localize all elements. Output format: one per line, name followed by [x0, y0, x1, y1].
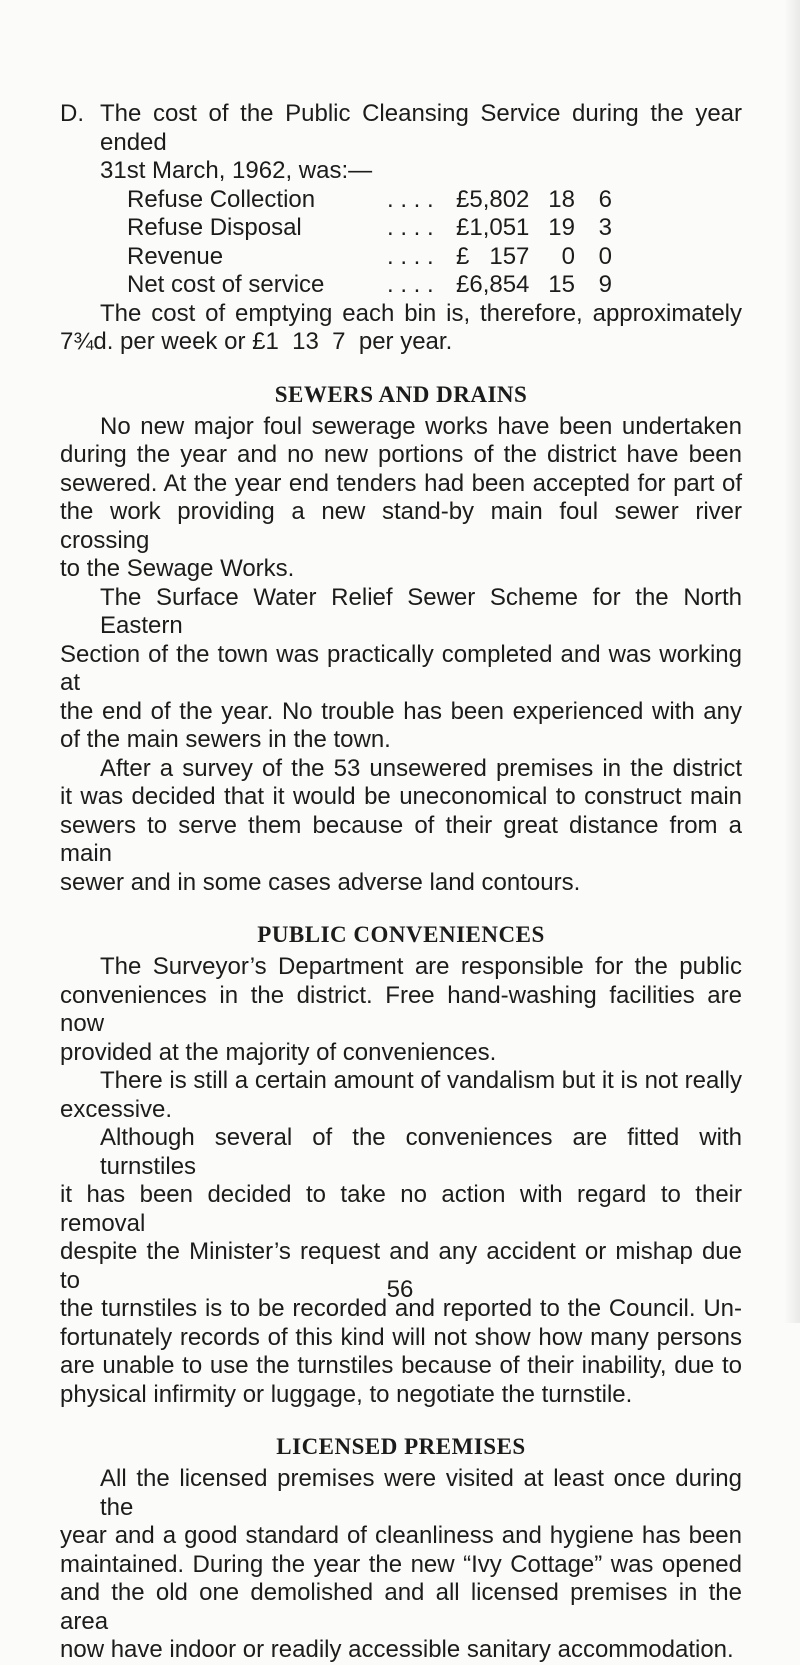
cost-row — [60, 186, 742, 215]
cost-pence: 3 — [598, 214, 612, 241]
paragraph-line: The Surface Water Relief Sewer Scheme for the North Eastern — [100, 583, 742, 639]
cost-label: Refuse Collection — [127, 185, 316, 213]
cost-pounds: £1,051 — [456, 214, 530, 241]
bin-cost-line-2: 7¾d. per week or £1 13 7 per year. — [60, 328, 453, 355]
paragraph-line: There is still a certain amount of vandalism but it is not really — [100, 1067, 742, 1094]
cost-label: Revenue — [127, 242, 224, 270]
cost-dots: . . . . — [387, 185, 434, 213]
paragraph-line: year and a good standard of cleanliness and hygiene has been — [60, 1522, 742, 1549]
paragraph-line: After a survey of the 53 unsewered premises in the district — [100, 754, 742, 782]
paragraph-line: sewered. At the year end tenders had been accepted for part of — [60, 469, 742, 497]
licensed-body — [60, 1465, 742, 1665]
paragraph-line: during the year and no new portions of the district have been — [60, 441, 742, 468]
intro-line-2: 31st March, 1962, was:— — [100, 157, 373, 184]
paragraph-line: Section of the town was practically completed and was working at — [60, 640, 742, 696]
section-marker: D. — [60, 100, 84, 127]
page-number: 56 — [386, 1276, 414, 1303]
conveniences-body — [60, 953, 742, 1409]
cost-dots: . . . . — [387, 214, 434, 241]
paragraph-line: it was decided that it would be uneconomical to construct main — [60, 783, 742, 810]
page-content — [60, 100, 742, 1665]
cost-pence: 0 — [598, 242, 612, 270]
sewers-body — [60, 413, 742, 898]
paragraph-line: of the main sewers in the town. — [60, 726, 391, 753]
section-heading-conveniences: PUBLIC CONVENIENCES — [257, 922, 545, 947]
cost-row — [60, 214, 742, 243]
paragraph-line: are unable to use the turnstiles because of their inability, due to — [60, 1352, 742, 1379]
paragraph-line: excessive. — [60, 1095, 173, 1123]
paragraph-line: the turnstiles is to be recorded and reported to the Council. Un- — [60, 1295, 742, 1322]
paragraph-line: it has been decided to take no action with regard to their removal — [60, 1181, 742, 1237]
paragraph-line: No new major foul sewerage works have been undertaken — [100, 412, 742, 440]
paragraph-line: now have indoor or readily accessible sanitary accommodation. — [60, 1636, 734, 1663]
cost-label: Net cost of service — [127, 271, 325, 298]
cost-shillings: 0 — [561, 242, 575, 270]
paragraph-line: despite the Minister’s request and any accident or mishap due to — [60, 1238, 742, 1294]
paragraph-line: the end of the year. No trouble has been experienced with any — [60, 697, 742, 725]
section-heading-sewers: SEWERS AND DRAINS — [274, 381, 528, 407]
paragraph-line: provided at the majority of conveniences. — [60, 1038, 497, 1066]
intro-line-1 — [60, 100, 742, 157]
section-heading-licensed: LICENSED PREMISES — [276, 1434, 526, 1459]
cost-shillings: 15 — [548, 271, 575, 298]
paragraph-line: fortunately records of this kind will not show how many persons — [60, 1323, 742, 1351]
cost-pounds: £ 157 — [456, 242, 530, 270]
cost-dots: . . . . — [387, 242, 434, 270]
paragraph-line: All the licensed premises were visited at least once during the — [100, 1465, 742, 1521]
paragraph-line: the work providing a new stand-by main foul sewer river crossing — [60, 498, 742, 554]
paragraph-line: maintained. During the year the new “Ivy Cottage” was opened — [60, 1550, 742, 1578]
paragraph-line: sewer and in some cases adverse land contours. — [60, 868, 581, 896]
paragraph-line: Although several of the conveniences are fitted with turnstiles — [100, 1124, 742, 1180]
cost-pounds: £6,854 — [456, 271, 530, 298]
paragraph-line: sewers to serve them because of their great distance from a main — [60, 811, 742, 867]
paragraph-line: and the old one demolished and all licensed premises in the area — [60, 1579, 742, 1635]
bin-cost-line-1: The cost of emptying each bin is, therefore, approximately — [100, 299, 742, 327]
cost-shillings: 18 — [548, 185, 575, 213]
paragraph-line: physical infirmity or luggage, to negotiate the turnstile. — [60, 1380, 633, 1408]
cost-shillings: 19 — [548, 214, 575, 241]
cost-row — [60, 243, 742, 272]
paragraph-line: conveniences in the district. Free hand-washing facilities are now — [60, 981, 742, 1037]
paragraph-line: to the Sewage Works. — [60, 555, 295, 582]
page-edge-shadow — [784, 0, 800, 1323]
cost-pence: 9 — [598, 271, 612, 298]
cost-pounds: £5,802 — [456, 185, 530, 213]
cost-dots: . . . . — [387, 271, 434, 298]
cost-row — [60, 271, 742, 300]
paragraph-line: The Surveyor’s Department are responsible for the public — [100, 953, 742, 980]
intro-text-1: The cost of the Public Cleansing Service during the year ended — [100, 100, 742, 156]
cost-label: Refuse Disposal — [127, 214, 302, 241]
cost-table — [60, 186, 742, 300]
cost-pence: 6 — [598, 185, 612, 213]
